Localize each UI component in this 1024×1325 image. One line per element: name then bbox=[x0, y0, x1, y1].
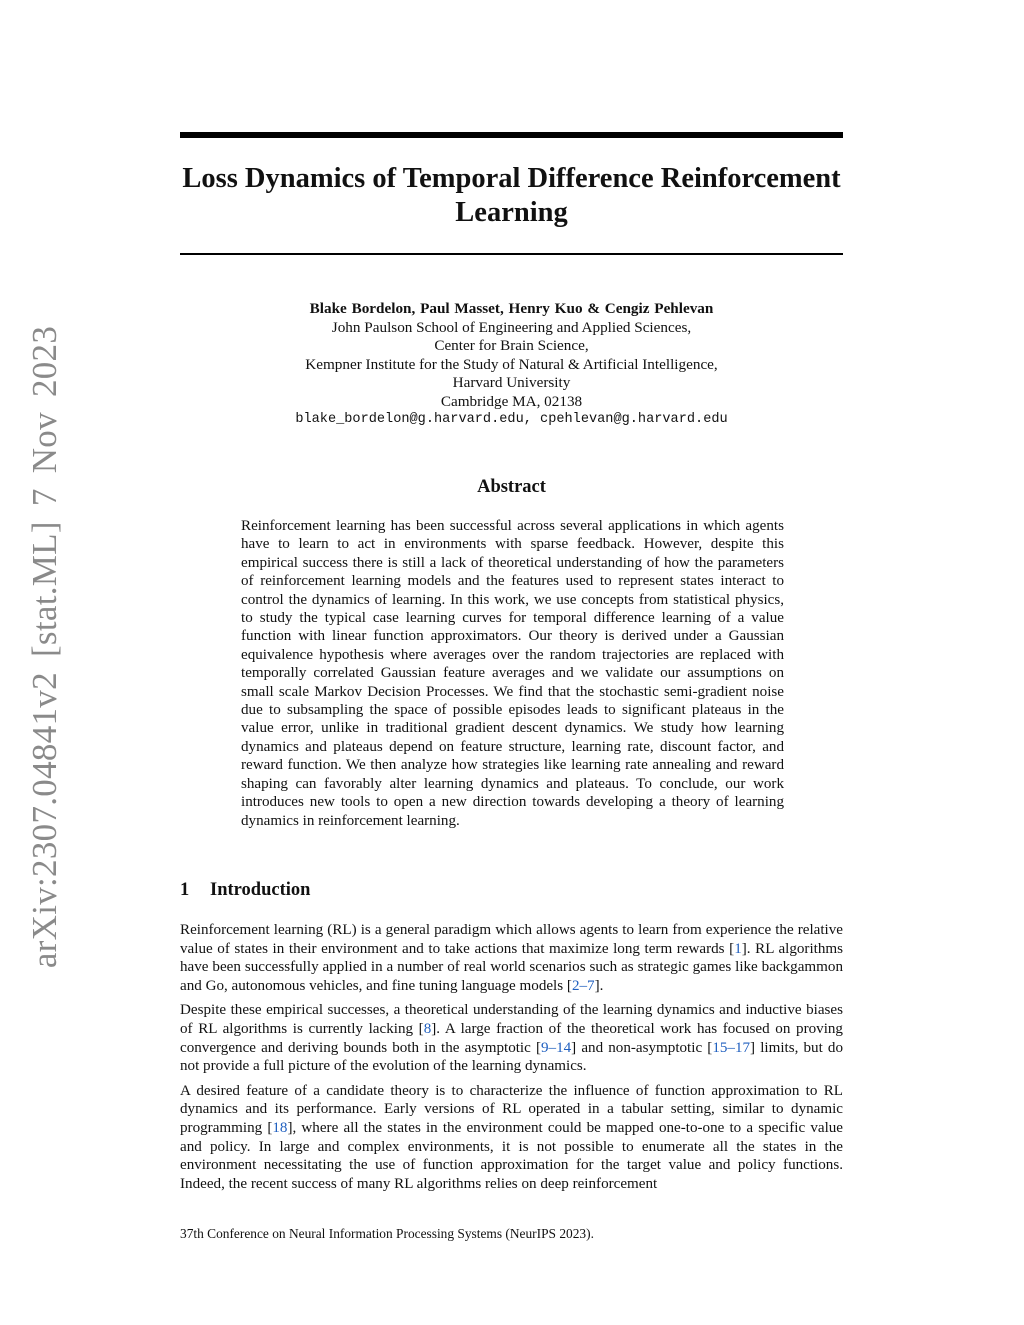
paragraph-text: Despite these empirical successes, a theoretical understanding of the learning dynamics and inductive biases of RL algorithms is currently lacking [ bbox=[180, 1002, 843, 1037]
affiliation-line: John Paulson School of Engineering and Applied Sciences, bbox=[331, 318, 692, 336]
affiliation-line: Kempner Institute for the Study of Natural & Artificial Intelligence, bbox=[305, 355, 718, 373]
affiliation-line: Center for Brain Science, bbox=[434, 337, 589, 354]
section-title: Introduction bbox=[210, 880, 311, 900]
paragraph-text: ] and non-asymptotic [ bbox=[571, 1039, 713, 1056]
title-top-rule bbox=[180, 132, 843, 138]
citation-range-dash: – bbox=[579, 977, 588, 994]
section-heading-introduction bbox=[180, 880, 843, 901]
citation-link[interactable]: 8 bbox=[423, 1020, 432, 1037]
citation-link[interactable]: 15 bbox=[712, 1039, 728, 1056]
citation-link[interactable]: 2 bbox=[571, 977, 580, 994]
paper-title: Loss Dynamics of Temporal Difference Reinforcement Learning bbox=[182, 163, 841, 228]
citation-link[interactable]: 17 bbox=[734, 1039, 751, 1056]
paragraph-text: ]. A large fraction of the theoretical work has focused on proving convergence and deriving bounds both in the asymptotic [ bbox=[180, 1020, 843, 1056]
section-number: 1 bbox=[180, 880, 190, 900]
citation-range-dash: – bbox=[548, 1039, 557, 1056]
author-names: Blake Bordelon, Paul Masset, Henry Kuo & Cengiz Pehlevan bbox=[309, 300, 714, 317]
citation-link[interactable]: 9 bbox=[540, 1039, 549, 1056]
paragraph-text: Reinforcement learning (RL) is a general paradigm which allows agents to learn from experience the relative value of states in their environment and to take actions that maximize long term rewards [ bbox=[180, 922, 843, 957]
paragraph-text: A desired feature of a candidate theory is to characterize the influence of function approximation to RL dynamics and its performance. Early versions of RL operated in a tabular setting, similar to dynamic programming [ bbox=[180, 1082, 843, 1136]
title-bottom-rule bbox=[180, 253, 843, 255]
arxiv-sidebar-stamp: arXiv:2307.04841v2 [stat.ML] 7 Nov 2023 bbox=[25, 325, 64, 969]
citation-link[interactable]: 18 bbox=[272, 1119, 288, 1136]
citation-link[interactable]: 7 bbox=[587, 977, 595, 994]
citation-link[interactable]: 1 bbox=[734, 940, 742, 957]
paragraph-text: ]. RL algorithms have been successfully applied in a number of real world scenarios such as strategic games like backgammon and Go, autonomous vehicles, and fine tuning language models [ bbox=[180, 940, 843, 994]
affiliation-line: Harvard University bbox=[452, 374, 571, 391]
paragraph-text: ]. bbox=[594, 977, 604, 994]
introduction-body bbox=[180, 921, 843, 1199]
intro-paragraph-2 bbox=[180, 1001, 843, 1075]
citation-range-dash: – bbox=[727, 1039, 735, 1056]
conference-footnote: 37th Conference on Neural Information Processing Systems (NeurIPS 2023). bbox=[180, 1226, 594, 1241]
abstract-text: Reinforcement learning has been successful across several applications in which agents have to learn to act in environments with sparse feedback. However, despite this empirical success there is still a lack of theoretical understanding of how the parameters of reinforcement learning models and the features used to represent states interact to control the dynamics of learning. In this work, we use concepts from statistical physics, to study the typical case learning curves for temporal difference learning of a value function with linear function approximators. Our theory is derived under a Gaussian equivalence hypothesis where averages over the random trajectories are replaced with temporally correlated Gaussian feature averages and we validate our assumptions on small scale Markov Decision Processes. We find that the stochastic semi-gradient noise due to subsampling the space of possible episodes leads to significant plateaus in the value error, unlike in traditional gradient descent dynamics. We study how learning dynamics and plateaus depend on feature structure, learning rate, discount factor, and reward function. We then analyze how strategies like learning rate annealing and reward shaping can favorably alter learning dynamics and plateaus. To conclude, our work introduces new tools to open a new direction towards developing a theory of learning dynamics in reinforcement learning. bbox=[241, 518, 784, 829]
author-emails: blake_bordelon@g.harvard.edu, cpehlevan@g.harvard.edu bbox=[295, 412, 728, 427]
intro-paragraph-3 bbox=[180, 1082, 843, 1194]
paragraph-text: ], where all the states in the environment could be mapped one-to-one to a specific value and policy. In large and complex environments, it is not possible to enumerate all the states in the environment necessitating the use of function approximation for the target value and policy functions. Indeed, the recent success of many RL algorithms relies on deep reinforcement bbox=[180, 1119, 844, 1192]
citation-link[interactable]: 14 bbox=[556, 1039, 572, 1056]
paragraph-text: ] limits, but do not provide a full picture of the evolution of the learning dynamics. bbox=[180, 1039, 843, 1075]
intro-paragraph-1 bbox=[180, 921, 843, 995]
affiliation-line: Cambridge MA, 02138 bbox=[440, 392, 583, 410]
abstract-heading: Abstract bbox=[477, 477, 546, 497]
author-block bbox=[180, 300, 843, 430]
